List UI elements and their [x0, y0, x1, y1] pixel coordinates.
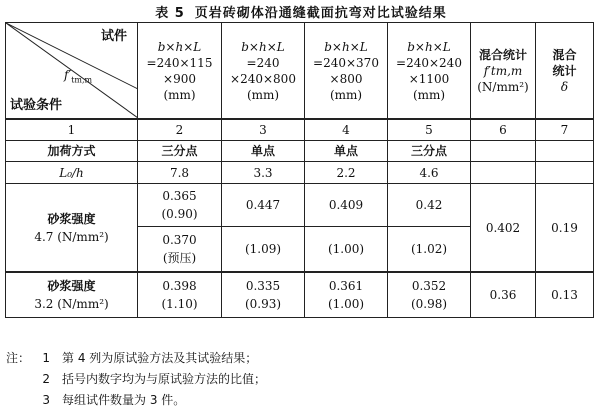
cell: (1.00)	[305, 227, 388, 273]
cell: 0.361 (1.00)	[305, 272, 388, 318]
col-number: 6	[471, 119, 536, 141]
table-title	[0, 2, 602, 21]
cell: 2.2	[305, 162, 388, 184]
header-col-2: b×h×L =240×115 ×900 (mm)	[138, 23, 222, 120]
row-label-ratio: L₀/h	[6, 162, 138, 184]
slenderness-row	[6, 162, 594, 184]
header-col-5: b×h×L =240×240 ×1100 (mm)	[388, 23, 471, 120]
loading-method-row	[6, 141, 594, 162]
col-number: 4	[305, 119, 388, 141]
cell	[471, 162, 536, 184]
mortar-4-7-row-a	[6, 184, 594, 227]
mixed-mean-3-2: 0.36	[471, 272, 536, 318]
corner-condition-label: 试验条件	[10, 98, 63, 113]
header-col-4: b×h×L =240×370 ×800 (mm)	[305, 23, 388, 120]
note-item: 3 每组试件数量为 3 件。	[42, 393, 186, 407]
corner-f-label: $f'_{tm,m}$	[64, 68, 93, 85]
cell: 0.42	[388, 184, 471, 227]
cell	[536, 141, 594, 162]
cell: 0.447	[222, 184, 305, 227]
table-label: 表 5	[155, 6, 185, 21]
cell: 4.6	[388, 162, 471, 184]
cell: 三分点	[138, 141, 222, 162]
col-number: 1	[6, 119, 138, 141]
cell: 三分点	[388, 141, 471, 162]
cell: 单点	[222, 141, 305, 162]
note-item: 注： 1 第 4 列为原试验方法及其试验结果；	[6, 348, 266, 369]
corner-cell	[6, 23, 138, 120]
note-item: 2 括号内数字均为与原试验方法的比值；	[42, 372, 267, 386]
notes-prefix: 注：	[6, 351, 31, 365]
col-number: 2	[138, 119, 222, 141]
column-number-row	[6, 119, 594, 141]
col-number: 5	[388, 119, 471, 141]
header-col-3: b×h×L =240 ×240×800 (mm)	[222, 23, 305, 120]
table-notes	[6, 348, 266, 411]
delta-4-7: 0.19	[536, 184, 594, 273]
corner-specimen-label: 试件	[100, 29, 127, 44]
row-label-loading: 加荷方式	[6, 141, 138, 162]
results-table	[5, 22, 594, 318]
cell: 0.365 (0.90)	[138, 184, 222, 227]
cell: 0.409	[305, 184, 388, 227]
cell: 0.398 (1.10)	[138, 272, 222, 318]
cell: 3.3	[222, 162, 305, 184]
cell: 0.352 (0.98)	[388, 272, 471, 318]
row-label-mortar-4-7: 砂浆强度 4.7 (N/mm²)	[6, 184, 138, 273]
row-label-mortar-3-2: 砂浆强度 3.2 (N/mm²)	[6, 272, 138, 318]
header-row	[6, 23, 594, 120]
delta-3-2: 0.13	[536, 272, 594, 318]
cell: 0.370 (预压)	[138, 227, 222, 273]
cell: 0.335 (0.93)	[222, 272, 305, 318]
mixed-mean-4-7: 0.402	[471, 184, 536, 273]
header-col-7: 混合 统计 δ	[536, 23, 594, 120]
mortar-3-2-row	[6, 272, 594, 318]
cell: 单点	[305, 141, 388, 162]
cell: 7.8	[138, 162, 222, 184]
table-title-text: 页岩砖砌体沿通缝截面抗弯对比试验结果	[194, 6, 447, 21]
cell: (1.09)	[222, 227, 305, 273]
cell	[536, 162, 594, 184]
cell: (1.02)	[388, 227, 471, 273]
cell	[471, 141, 536, 162]
col-number: 7	[536, 119, 594, 141]
header-col-6: 混合统计 f′tm,m (N/mm²)	[471, 23, 536, 120]
col-number: 3	[222, 119, 305, 141]
